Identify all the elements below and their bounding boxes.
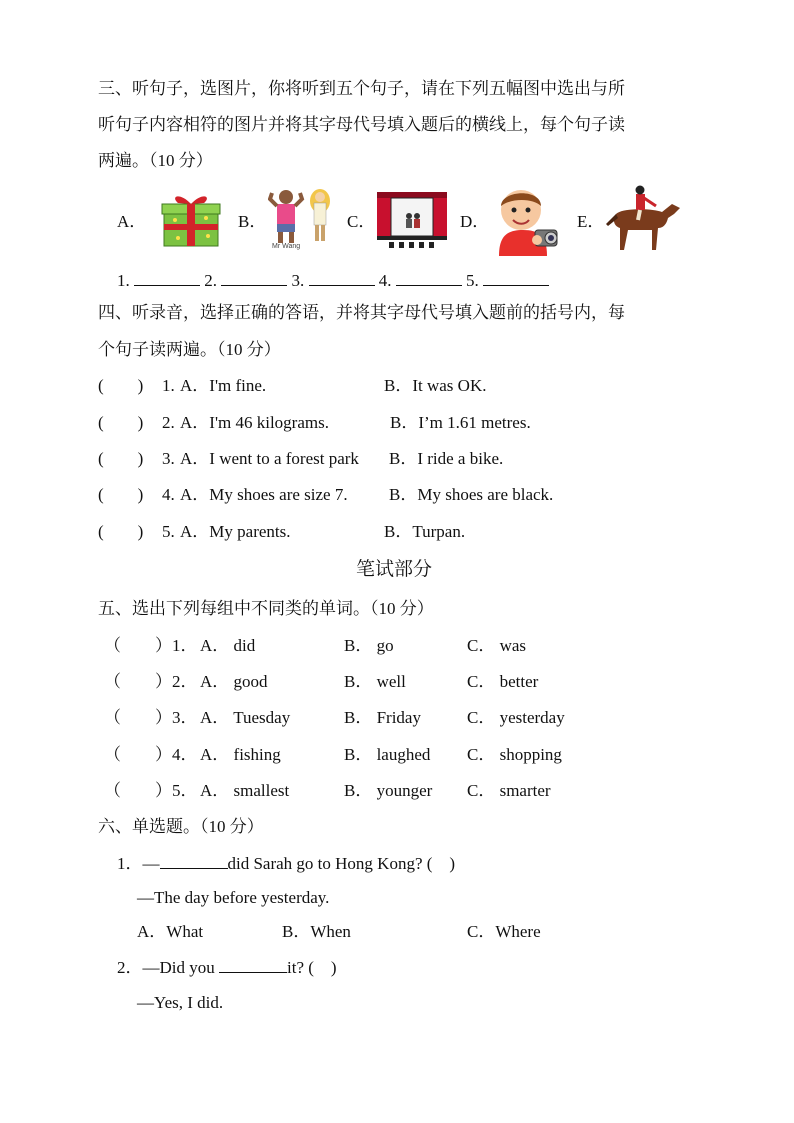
section5-option-b: B． younger — [344, 781, 433, 800]
section4-option-a: A．I'm fine. — [180, 376, 267, 395]
section4-item-paren[interactable]: ( ) — [98, 485, 144, 504]
section4-option-b: B．I’m 1.61 metres. — [390, 413, 531, 432]
answer-blank-5[interactable] — [483, 285, 549, 286]
question-1-option-c: C．Where — [467, 922, 541, 941]
question-1-reply: —The day before yesterday. — [137, 888, 330, 907]
section4-item-paren[interactable]: ( ) — [98, 413, 144, 432]
section3-heading-line2: 听句子内容相符的图片并将其字母代号填入题后的横线上，每个句子读 — [98, 115, 625, 134]
section5-item-paren[interactable]: （ ） — [104, 745, 172, 764]
question-1-num: 1． — [117, 854, 143, 873]
theatre-stage-picture — [377, 192, 447, 248]
section4-option-b: B．My shoes are black. — [389, 485, 554, 504]
answer-num-1: 1. — [117, 271, 130, 290]
question-2-stem — [117, 959, 337, 976]
section4-option-a: A．My shoes are size 7. — [180, 485, 348, 504]
section5-option-c: C． better — [467, 672, 539, 691]
section5-item-num: 4． — [172, 745, 198, 764]
question-2-blank[interactable] — [219, 972, 287, 973]
section4-option-a: A．I'm 46 kilograms. — [180, 413, 329, 432]
answer-num-2: 2. — [204, 271, 217, 290]
section4-item-num: 4. — [162, 485, 175, 504]
question-1-text: did Sarah go to Hong Kong? ( ) — [227, 854, 456, 873]
section5-option-c: C． was — [467, 636, 527, 655]
section5-heading: 五、选出下列每组中不同类的单词。（10 分） — [98, 599, 434, 618]
picture-label-d: D． — [460, 212, 490, 231]
answer-blank-3[interactable] — [309, 285, 375, 286]
section3-heading-line3: 两遍。（10 分） — [98, 151, 213, 170]
question-1-option-b: B．When — [282, 922, 351, 941]
section5-option-c: C． shopping — [467, 745, 562, 764]
picture-label-b: B． — [238, 212, 267, 231]
answer-num-3: 3. — [291, 271, 305, 290]
section5-option-b: B． Friday — [344, 708, 421, 727]
section5-option-b: B． go — [344, 636, 394, 655]
section3-answer-line — [117, 272, 549, 289]
section5-item-num: 1． — [172, 636, 198, 655]
section5-option-a: A． fishing — [200, 745, 281, 764]
picture-label-c: C． — [347, 212, 376, 231]
horse-rider-picture — [602, 184, 684, 254]
picture-label-a: A． — [117, 212, 147, 231]
section5-option-c: C． smarter — [467, 781, 551, 800]
boy-with-camera-picture — [493, 184, 565, 256]
section5-item-num: 2． — [172, 672, 198, 691]
written-part-title: 笔试部分 — [356, 559, 433, 580]
answer-blank-2[interactable] — [221, 285, 287, 286]
section4-item-num: 2. — [162, 413, 175, 432]
answer-num-4: 4. — [378, 271, 392, 290]
answer-num-5: 5. — [466, 271, 479, 290]
question-2-num: 2． — [117, 958, 143, 977]
section6-heading: 六、单选题。（10 分） — [98, 817, 264, 836]
section4-item-paren[interactable]: ( ) — [98, 522, 144, 541]
answer-blank-1[interactable] — [134, 285, 200, 286]
section5-option-a: A． did — [200, 636, 256, 655]
section4-option-b: B．Turpan. — [384, 522, 466, 541]
question-1-option-a: A．What — [137, 922, 204, 941]
section4-item-num: 5. — [162, 522, 175, 541]
mr-wang-caption: Mr Wang — [272, 243, 301, 250]
section4-option-a: A．I went to a forest park — [180, 449, 359, 468]
section5-option-c: C． yesterday — [467, 708, 565, 727]
section3-heading-line1: 三、听句子，选图片，你将听到五个句子，请在下列五幅图中选出与所 — [98, 79, 625, 98]
section5-item-paren[interactable]: （ ） — [104, 672, 172, 691]
section5-item-paren[interactable]: （ ） — [104, 781, 172, 800]
answer-blank-4[interactable] — [396, 285, 462, 286]
section4-item-num: 1. — [162, 376, 175, 395]
question-1-stem — [117, 855, 455, 872]
section4-option-a: A．My parents. — [180, 522, 291, 541]
section4-option-b: B．It was OK. — [384, 376, 487, 395]
section5-option-a: A． Tuesday — [200, 708, 291, 727]
section5-item-num: 3． — [172, 708, 198, 727]
strong-man-picture — [268, 187, 338, 253]
gift-box-picture — [160, 190, 222, 248]
question-1-blank[interactable] — [160, 868, 228, 869]
section4-heading-line2: 个句子读两遍。（10 分） — [98, 340, 281, 359]
section5-option-a: A． good — [200, 672, 268, 691]
section5-item-paren[interactable]: （ ） — [104, 708, 172, 727]
section5-option-b: B． well — [344, 672, 406, 691]
section4-item-paren[interactable]: ( ) — [98, 449, 144, 468]
question-2-reply: —Yes, I did. — [137, 993, 224, 1012]
section5-option-a: A． smallest — [200, 781, 290, 800]
section4-heading-line1: 四、听录音，选择正确的答语，并将其字母代号填入题前的括号内，每 — [98, 303, 625, 322]
picture-label-e: E． — [577, 212, 605, 231]
section4-item-paren[interactable]: ( ) — [98, 376, 144, 395]
question-2-text-post: it? ( ) — [287, 958, 337, 977]
question-2-text-pre: —Did you — [142, 958, 215, 977]
question-1-dash: — — [142, 854, 160, 873]
section5-option-b: B． laughed — [344, 745, 431, 764]
section4-option-b: B．I ride a bike. — [389, 449, 504, 468]
section5-item-paren[interactable]: （ ） — [104, 636, 172, 655]
section4-item-num: 3. — [162, 449, 175, 468]
section5-item-num: 5． — [172, 781, 198, 800]
